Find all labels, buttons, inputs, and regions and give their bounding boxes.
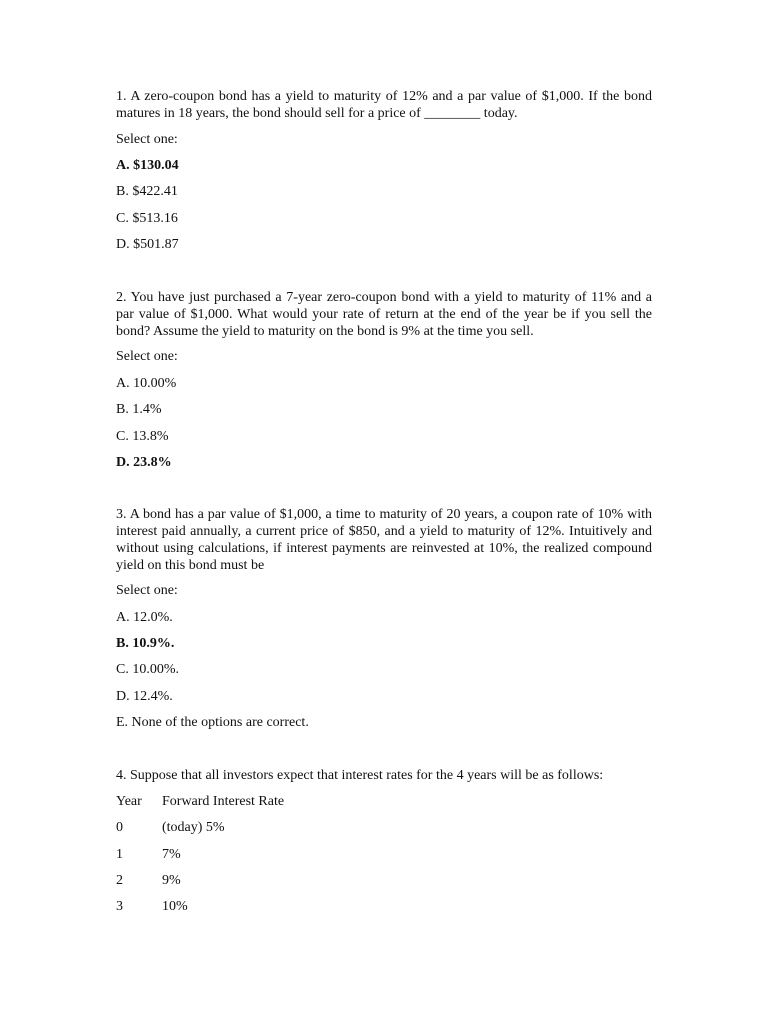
question-4-text: 4. Suppose that all investors expect that interest rates for the 4 years will be as follows:	[116, 768, 604, 783]
question-3-option-b: B. 10.9%.	[116, 636, 175, 651]
question-1-text: 1. A zero-coupon bond has a yield to maturity of 12% and a par value of $1,000. If the bond matures in 18 years, the bond should sell for a price of ________ today.	[116, 89, 652, 121]
question-1-option-c: C. $513.16	[116, 211, 178, 226]
table-row-rate: 10%	[162, 899, 188, 914]
question-3-option-d: D. 12.4%.	[116, 689, 173, 704]
question-2	[116, 289, 652, 340]
table-row-rate: 9%	[162, 873, 181, 888]
table-row-year: 3	[116, 899, 123, 914]
question-3-option-c: C. 10.00%.	[116, 662, 179, 677]
table-row-rate: (today) 5%	[162, 820, 225, 835]
question-2-option-d: D. 23.8%	[116, 455, 172, 470]
table-row-year: 0	[116, 820, 123, 835]
table-row-rate: 7%	[162, 847, 181, 862]
question-2-select-one: Select one:	[116, 349, 178, 364]
question-3-option-a: A. 12.0%.	[116, 610, 173, 625]
question-3-text: 3. A bond has a par value of $1,000, a time to maturity of 20 years, a coupon rate of 10% with interest paid annually, a current price of $850, and a yield to maturity of 12%. Intuitively and without using calculations, if interest payments are reinvested at 10%, the realized compound yield on this bond must be	[116, 507, 652, 573]
question-1-option-d: D. $501.87	[116, 237, 179, 252]
question-1-option-a: A. $130.04	[116, 158, 179, 173]
question-1-option-b: B. $422.41	[116, 184, 178, 199]
question-1-select-one: Select one:	[116, 132, 178, 147]
question-1	[116, 88, 652, 122]
question-2-option-b: B. 1.4%	[116, 402, 162, 417]
question-2-option-a: A. 10.00%	[116, 376, 177, 391]
question-2-text: 2. You have just purchased a 7-year zero-coupon bond with a yield to maturity of 11% and a par value of $1,000. What would your rate of return at the end of the year be if you sell the bond? Assume the yield to maturity on the bond is 9% at the time you sell.	[116, 290, 652, 339]
question-3-select-one: Select one:	[116, 583, 178, 598]
table-header-rate: Forward Interest Rate	[162, 794, 285, 809]
table-row-year: 1	[116, 847, 123, 862]
table-header-year: Year	[116, 794, 142, 809]
question-3-option-e: E. None of the options are correct.	[116, 715, 309, 730]
question-2-option-c: C. 13.8%	[116, 429, 169, 444]
question-3	[116, 506, 652, 574]
table-row-year: 2	[116, 873, 123, 888]
